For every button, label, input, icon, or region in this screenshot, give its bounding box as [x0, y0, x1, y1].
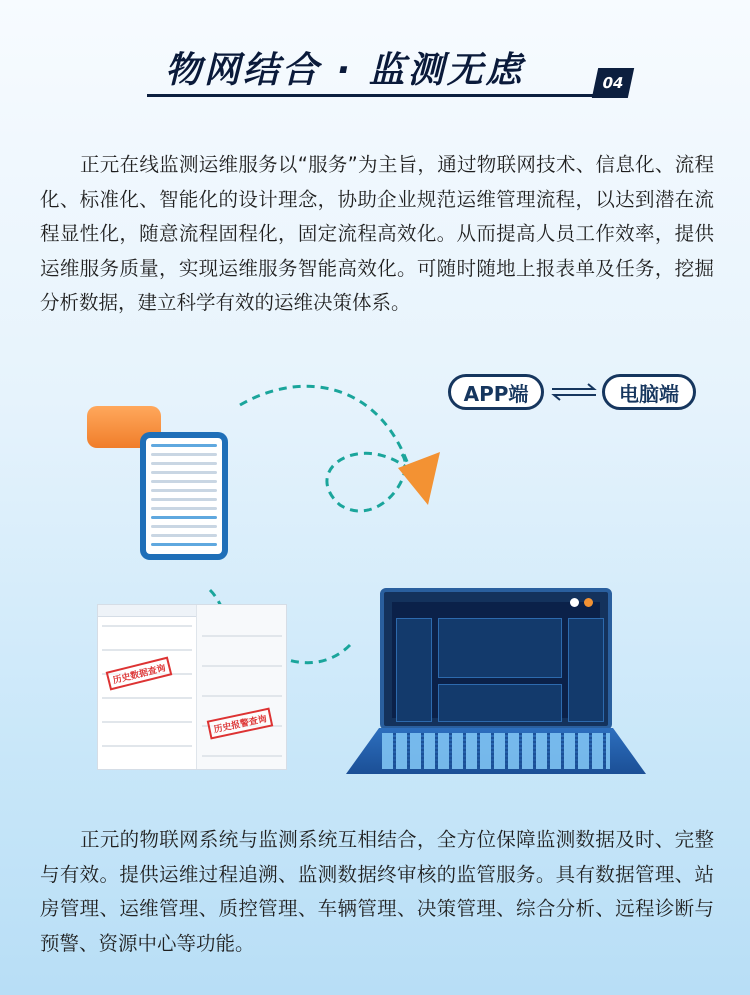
window-dot-icon-orange: [584, 598, 593, 607]
app-side-label: APP端: [448, 374, 544, 410]
page-title: 物网结合 · 监测无虑: [165, 50, 525, 91]
summary-paragraph: 正元的物联网系统与监测系统互相结合，全方位保障监测数据及时、完整与有效。提供运维过程追溯、监测数据终审核的监管服务。具有数据管理、站房管理、运维管理、质控管理、车辆管理、决策管理、综合分析、远程诊断与预警、资源中心等功能。: [40, 828, 714, 955]
intro-paragraph: 正元在线监测运维服务以“服务”为主旨，通过物联网技术、信息化、流程化、标准化、智能化的设计理念，协助企业规范运维管理流程，以达到潜在流程显性化，随意流程固程化，固定流程高效化。从而提高人员工作效率，提供运维服务质量，实现运维服务智能高效化。可随时随地上报表单及任务，挖掘分析数据，建立科学有效的运维决策体系。: [40, 153, 714, 314]
exchange-arrows-icon: [548, 381, 600, 403]
phone-screen: [146, 438, 222, 554]
history-data-stamp: 历史数据查询: [106, 657, 173, 691]
phone-mockup: [140, 432, 228, 560]
history-alarm-stamp: 历史报警查询: [207, 708, 274, 740]
pc-side-label: 电脑端: [602, 374, 696, 410]
section-number-badge: 04: [592, 68, 634, 98]
dashboard-display: [392, 602, 600, 718]
report-screenshot: [97, 604, 287, 770]
laptop-keys: [382, 733, 610, 769]
laptop-screen: [380, 588, 612, 730]
window-dot-icon: [570, 598, 579, 607]
